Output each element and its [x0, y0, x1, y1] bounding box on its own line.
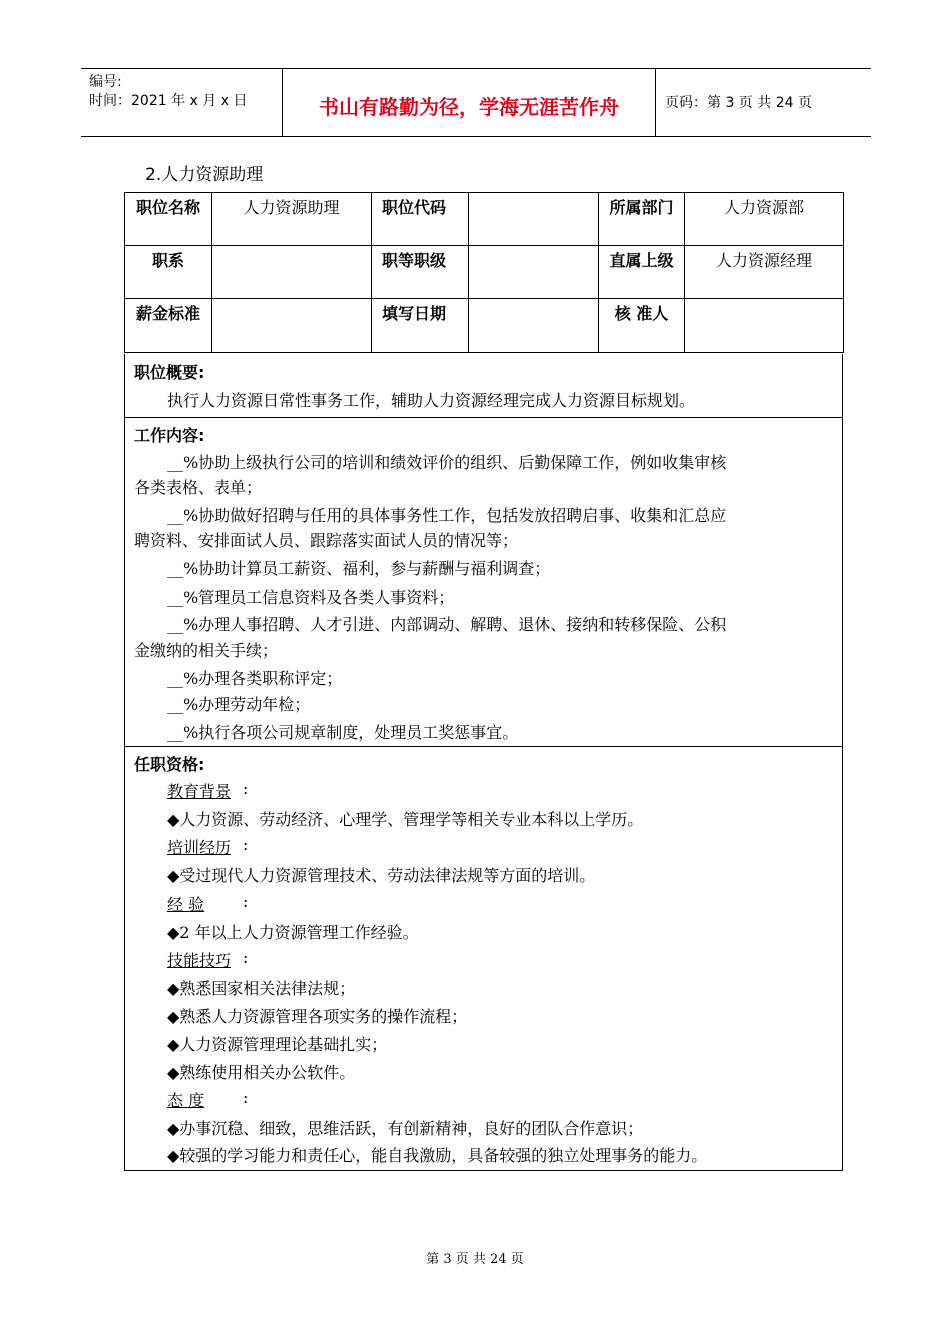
- attitude-item: ◆较强的学习能力和责任心，能自我激励，具备较强的独立处理事务的能力。: [167, 1146, 708, 1165]
- education-item: ◆人力资源、劳动经济、心理学、管理学等相关专业本科以上学历。: [167, 810, 644, 829]
- table-row: [125, 246, 844, 299]
- fill-date-value: [469, 299, 599, 353]
- duty-line: __%管理员工信息资料及各类人事资料；: [167, 588, 455, 607]
- series-label: 职系: [125, 246, 212, 299]
- position-code-label: 职位代码: [372, 193, 469, 246]
- qualifications-heading: 任职资格:: [134, 755, 205, 774]
- superior-value: 人力资源经理: [685, 246, 844, 299]
- section-title: 2.人力资源助理: [145, 165, 264, 185]
- duty-line: 各类表格、表单；: [134, 478, 263, 497]
- duties-block: [124, 417, 843, 747]
- header-motto: 书山有路勤为径，学海无涯苦作舟: [319, 95, 619, 119]
- table-row: [125, 193, 844, 246]
- header-page-info: 页码：第 3 页 共 24 页: [665, 95, 812, 111]
- experience-title: 经 验: [167, 895, 205, 914]
- attitude-item: ◆办事沉稳、细致，思维活跃，有创新精神，良好的团队合作意识；: [167, 1119, 644, 1138]
- approver-value: [685, 299, 844, 353]
- colon: :: [243, 835, 249, 854]
- skill-item: ◆熟练使用相关办公软件。: [167, 1063, 356, 1082]
- training-item: ◆受过现代人力资源管理技术、劳动法律法规等方面的培训。: [167, 866, 596, 885]
- colon: :: [243, 1088, 249, 1107]
- salary-value: [212, 299, 372, 353]
- summary-text: 执行人力资源日常性事务工作，辅助人力资源经理完成人力资源目标规划。: [167, 391, 696, 410]
- grade-label: 职等职级: [372, 246, 469, 299]
- table-row: [125, 299, 844, 353]
- duty-line: __%协助上级执行公司的培训和绩效评价的组织、后勤保障工作，例如收集审核: [167, 453, 727, 472]
- header-divider: [655, 69, 656, 136]
- code-label: 编号:: [89, 74, 122, 90]
- education-title: 教育背景: [167, 782, 232, 801]
- department-label: 所属部门: [599, 193, 685, 246]
- salary-label: 薪金标准: [125, 299, 212, 353]
- skill-item: ◆熟悉人力资源管理各项实务的操作流程；: [167, 1007, 468, 1026]
- duty-line: __%执行各项公司规章制度，处理员工奖惩事宜。: [167, 723, 519, 742]
- qualifications-block: [124, 746, 843, 1171]
- colon: :: [243, 948, 249, 967]
- header-meta: [89, 73, 247, 111]
- time-label: 时间：2021 年 x 月 x 日: [89, 93, 248, 109]
- page-footer: 第 3 页 共 24 页: [426, 1252, 524, 1267]
- position-name-label: 职位名称: [125, 193, 212, 246]
- duty-line: __%办理各类职称评定；: [167, 669, 343, 688]
- duty-line: __%协助做好招聘与任用的具体事务性工作，包括发放招聘启事、收集和汇总应: [167, 506, 727, 525]
- skills-title: 技能技巧: [167, 951, 232, 970]
- skill-item: ◆人力资源管理理论基础扎实；: [167, 1035, 388, 1054]
- duty-line: 金缴纳的相关手续；: [134, 641, 279, 660]
- position-info-table: [124, 192, 844, 353]
- skill-item: ◆熟悉国家相关法律法规；: [167, 979, 356, 998]
- duties-heading: 工作内容:: [134, 426, 205, 445]
- fill-date-label: 填写日期: [372, 299, 469, 353]
- summary-block: [124, 354, 843, 418]
- summary-heading: 职位概要:: [134, 363, 205, 382]
- duty-line: __%办理人事招聘、人才引进、内部调动、解聘、退休、接纳和转移保险、公积: [167, 615, 727, 634]
- duty-line: __%协助计算员工薪资、福利，参与薪酬与福利调查；: [167, 559, 551, 578]
- position-code-value: [469, 193, 599, 246]
- duty-line: __%办理劳动年检；: [167, 695, 311, 714]
- department-value: 人力资源部: [685, 193, 844, 246]
- approver-label: 核 准人: [599, 299, 685, 353]
- colon: :: [243, 779, 249, 798]
- attitude-title: 态 度: [167, 1091, 205, 1110]
- colon: :: [243, 892, 249, 911]
- duty-line: 聘资料、安排面试人员、跟踪落实面试人员的情况等；: [134, 531, 519, 550]
- grade-value: [469, 246, 599, 299]
- experience-item: ◆2 年以上人力资源管理工作经验。: [167, 923, 419, 942]
- position-name-value: 人力资源助理: [212, 193, 372, 246]
- training-title: 培训经历: [167, 838, 232, 857]
- superior-label: 直属上级: [599, 246, 685, 299]
- series-value: [212, 246, 372, 299]
- page-header: [81, 68, 871, 137]
